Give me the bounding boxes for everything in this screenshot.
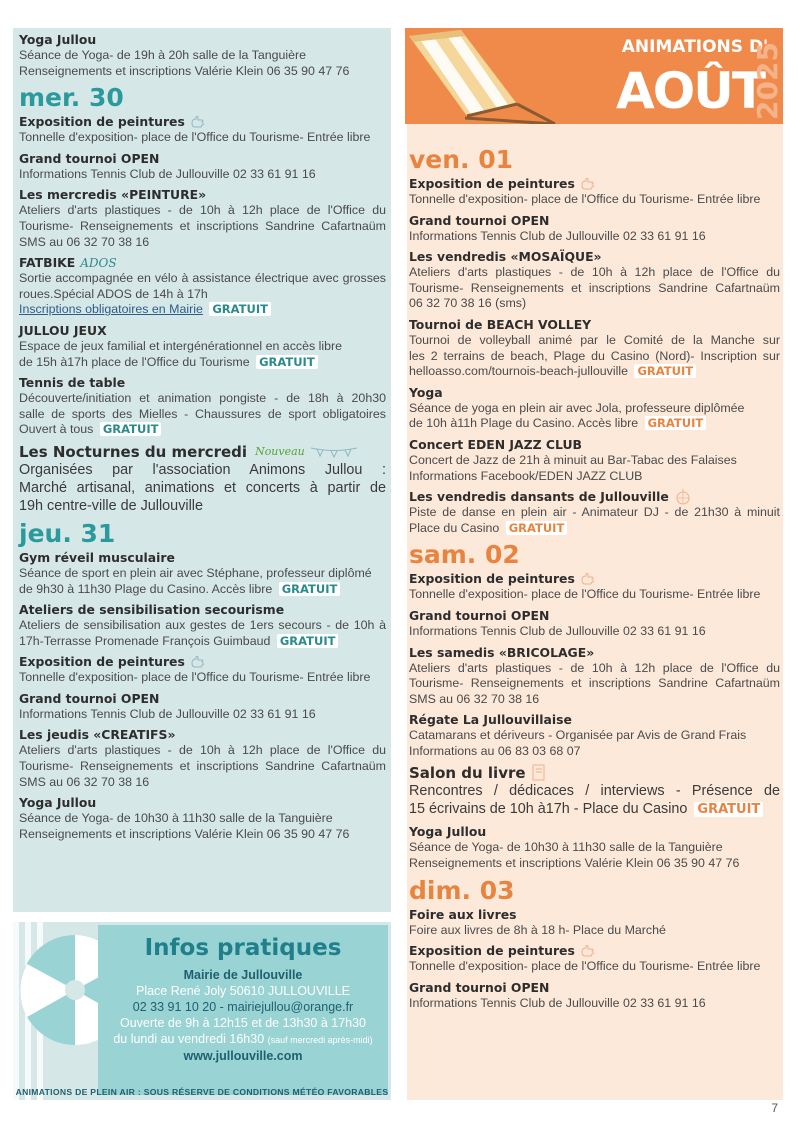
info-hours-note: (sauf mercredi après-midi) (267, 1035, 373, 1045)
event-title: Les samedis «BRICOLAGE» (409, 644, 595, 660)
event-tournoi (409, 980, 780, 1012)
event-body: Ateliers d'arts plastiques - de 10h à 12h place de l'Office du (409, 660, 780, 675)
event-body: Tourisme- Renseignements et inscriptions Sandrine Cafartnaüm (19, 218, 386, 233)
event-yoga-jullou (19, 795, 386, 842)
gratuit-tag: GRATUIT (645, 416, 707, 430)
event-body: Tonnelle d'exposition- place de l'Office du Tourisme- Entrée libre (409, 587, 761, 602)
event-title: Tennis de table (19, 375, 126, 391)
page-number: 7 (771, 1101, 778, 1115)
event-body: Informations au 06 83 03 68 07 (409, 743, 581, 758)
hand-icon (190, 115, 206, 129)
event-title: Exposition de peintures (19, 114, 185, 130)
event-title: Exposition de peintures (409, 943, 575, 959)
gratuit-tag: GRATUIT (694, 802, 763, 817)
info-address: Place René Joly 50610 JULLOUVILLE (135, 984, 350, 998)
event-yoga-jullou (19, 32, 386, 79)
event-body: de 9h30 à 11h30 Plage du Casino. Accès libre (19, 581, 273, 596)
event-body: Espace de jeux familial et intergénérationnel en accès libre (19, 338, 343, 353)
event-title: Régate La Jullouvillaise (409, 712, 572, 728)
event-body: 17h-Terrasse Promenade François Guimbaud (19, 633, 271, 648)
event-body: de 15h à17h place de l'Office du Tourisme (19, 354, 250, 369)
event-title: Tournoi de BEACH VOLLEY (409, 316, 592, 332)
info-contact[interactable]: 02 33 91 10 20 - mairiejullou@orange.fr (132, 1000, 354, 1014)
event-body: Piste de danse en plein air - Animateur DJ - de 21h30 à minuit (409, 505, 780, 520)
header-year: 2025 (751, 42, 783, 120)
event-body: Tonnelle d'exposition- place de l'Office du Tourisme- Entrée libre (19, 130, 371, 145)
event-body: Séance de Yoga- de 19h à 20h salle de la Tanguière (19, 48, 307, 62)
event-title: Exposition de peintures (409, 571, 575, 587)
event-body: Concert de Jazz de 21h à minuit au Bar-Tabac des Falaises (409, 452, 737, 467)
event-yoga-jullou (409, 824, 780, 871)
event-peinture (19, 187, 386, 250)
gratuit-tag: GRATUIT (279, 582, 341, 596)
event-body: Séance de Yoga- de 10h30 à 11h30 salle de la Tanguière (409, 840, 723, 855)
event-body: de 10h à11h Plage du Casino. Accès libre (409, 416, 639, 431)
event-tournoi (409, 213, 780, 245)
event-salon-livre (409, 764, 780, 819)
event-title: Grand tournoi OPEN (409, 212, 550, 228)
event-body: Organisées par l'association Animons Jullou : (19, 461, 386, 478)
event-body: Marché artisanal, animations et concerts à partir de (19, 479, 386, 496)
event-body: SMS au 06 32 70 38 16 (19, 234, 150, 249)
event-title: Grand tournoi OPEN (19, 150, 160, 166)
event-dansants (409, 489, 780, 536)
event-body: roues.Spécial ADOS de 14h à 17h (19, 286, 208, 301)
header-line2: AOÛT (616, 62, 764, 120)
header-banner (405, 28, 783, 124)
event-title: Ateliers de sensibilisation secourisme (19, 602, 285, 618)
event-body: Découverte/initiation et animation pongiste - de 18h à 20h30 (19, 391, 386, 406)
nouveau-badge: Nouveau (255, 444, 305, 458)
event-title: Exposition de peintures (19, 654, 185, 670)
event-body: Tourisme- Renseignements et inscriptions Sandrine Cafartnaüm (19, 759, 386, 774)
event-bricolage (409, 645, 780, 708)
event-body: Séance de sport en plein air avec Stéphane, professeur diplômé (19, 565, 372, 580)
event-title: Les vendredis dansants de Jullouville (409, 489, 669, 505)
event-creatifs (19, 727, 386, 790)
day-heading: dim. 03 (409, 875, 515, 905)
event-body: SMS au 06 32 70 38 16 (19, 774, 150, 789)
event-title: Grand tournoi OPEN (409, 979, 550, 995)
event-title: Salon du livre (409, 764, 526, 783)
event-tennis-table (19, 375, 386, 438)
event-mosaique (409, 249, 780, 312)
event-body: Ateliers d'arts plastiques - de 10h à 12h place de l'Office du (19, 203, 386, 218)
info-box (98, 925, 388, 1095)
event-body: Ouvert à tous (19, 422, 94, 437)
gratuit-tag: GRATUIT (209, 302, 271, 316)
event-title: Yoga Jullou (19, 32, 97, 47)
event-title: Yoga Jullou (19, 795, 97, 811)
disco-ball-icon (674, 489, 692, 505)
right-column (407, 124, 783, 1100)
day-heading: mer. 30 (19, 83, 124, 113)
event-body: Sortie accompagnée en vélo à assistance électrique avec grosses (19, 271, 386, 286)
hand-icon (580, 944, 596, 958)
day-heading: sam. 02 (409, 540, 520, 570)
event-title: Yoga (409, 384, 443, 400)
event-exposition (19, 654, 386, 686)
event-body: 15 écrivains de 10h à17h - Place du Casino (409, 801, 688, 818)
event-exposition (409, 943, 780, 975)
event-body: 19h centre-ville de Jullouville (19, 497, 203, 514)
event-title: Les jeudis «CREATIFS» (19, 727, 176, 743)
event-body: Renseignements et inscriptions Valérie Klein 06 35 90 47 76 (19, 63, 350, 78)
event-body: les 2 terrains de beach, Plage du Casino (Nord)- Inscription sur (409, 348, 780, 363)
event-body: helloasso.com/tournois-beach-jullouville (409, 364, 629, 379)
header-line1: ANIMATIONS D' (621, 37, 769, 57)
event-body: Renseignements et inscriptions Valérie Klein 06 35 90 47 76 (409, 856, 740, 871)
event-body: Informations Tennis Club de Jullouville 02 33 61 91 16 (19, 166, 316, 181)
event-body: Tournoi de volleyball animé par le Comité de la Manche sur (409, 332, 780, 347)
hand-icon (580, 572, 596, 586)
event-body: Tonnelle d'exposition- place de l'Office du Tourisme- Entrée libre (409, 192, 761, 206)
info-hours: du lundi au vendredi 16h30 (113, 1032, 265, 1046)
inscription-link[interactable]: Inscriptions obligatoires en Mairie (19, 302, 203, 317)
event-body: Renseignements et inscriptions Valérie Klein 06 35 90 47 76 (19, 826, 350, 841)
bunting-icon (309, 445, 359, 459)
gratuit-tag: GRATUIT (634, 364, 696, 378)
event-title: Gym réveil musculaire (19, 549, 175, 565)
day-heading: jeu. 31 (19, 518, 116, 548)
gratuit-tag: GRATUIT (277, 634, 339, 648)
event-body: 06 32 70 38 16 (sms) (409, 296, 527, 311)
day-heading: ven. 01 (409, 145, 514, 174)
event-fatbike (19, 255, 386, 318)
event-secourisme (19, 602, 386, 649)
event-body: Rencontres / dédicaces / interviews - Présence de (409, 783, 780, 800)
event-title: Les vendredis «MOSAÏQUE» (409, 249, 602, 265)
event-body: Informations Facebook/EDEN JAZZ CLUB (409, 468, 643, 483)
event-beach-volley (409, 317, 780, 380)
hand-icon (580, 177, 596, 191)
info-title: Infos pratiques (144, 935, 342, 961)
info-section (13, 922, 391, 1100)
event-yoga (409, 385, 780, 432)
event-body: Catamarans et dériveurs - Organisée par Avis de Grand Frais (409, 728, 747, 743)
left-column (13, 28, 391, 912)
hand-icon (190, 655, 206, 669)
event-tournoi (19, 691, 386, 723)
info-website[interactable]: www.jullouville.com (183, 1049, 303, 1063)
event-body: Informations Tennis Club de Jullouville 02 33 61 91 16 (19, 706, 316, 721)
event-body: Foire aux livres de 8h à 18 h- Place du Marché (409, 922, 666, 937)
event-exposition (409, 571, 780, 603)
info-hours: Ouverte de 9h à 12h15 et de 13h30 à 17h30 (119, 1016, 367, 1030)
event-body: Ateliers d'arts plastiques - de 10h à 12h place de l'Office du (19, 743, 386, 758)
event-body: Informations Tennis Club de Jullouville 02 33 61 91 16 (409, 995, 706, 1010)
event-tournoi (409, 608, 780, 640)
event-body: Tonnelle d'exposition- place de l'Office du Tourisme- Entrée libre (19, 670, 371, 685)
event-tournoi (19, 151, 386, 183)
event-body: Tonnelle d'exposition- place de l'Office du Tourisme- Entrée libre (409, 959, 761, 974)
gratuit-tag: GRATUIT (506, 521, 568, 535)
event-gym (19, 550, 386, 597)
event-body: Séance de yoga en plein air avec Jola, professeure diplômée (409, 400, 745, 415)
event-nocturnes (19, 443, 386, 515)
event-title: Foire aux livres (409, 906, 517, 922)
event-foire (409, 907, 780, 939)
event-title: Exposition de peintures (409, 176, 575, 191)
event-body: Informations Tennis Club de Jullouville 02 33 61 91 16 (409, 228, 706, 243)
info-footer: ANIMATIONS DE PLEIN AIR : SOUS RÉSERVE DE CONDITIONS MÉTÉO FAVORABLES (15, 1087, 389, 1097)
event-title: Grand tournoi OPEN (19, 690, 160, 706)
event-body: Informations Tennis Club de Jullouville 02 33 61 91 16 (409, 623, 706, 638)
event-title: Concert EDEN JAZZ CLUB (409, 436, 582, 452)
event-body: salle de sports des Mielles - Chaussures de sport obligatoires (19, 406, 386, 421)
event-body: Tourisme- Renseignements et inscriptions Sandrine Cafartnaüm (409, 280, 780, 295)
event-jullou-jeux (19, 323, 386, 370)
event-body: Place du Casino (409, 520, 500, 535)
event-body: Tourisme- Renseignements et inscriptions Sandrine Cafartnaüm (409, 676, 780, 691)
event-title: Les mercredis «PEINTURE» (19, 187, 207, 203)
event-title: JULLOU JEUX (19, 322, 107, 338)
gratuit-tag: GRATUIT (100, 422, 162, 436)
event-jazz (409, 437, 780, 484)
event-exposition (19, 114, 386, 146)
book-icon (531, 764, 547, 782)
header-graphic (405, 28, 783, 124)
ados-badge: ADOS (80, 256, 117, 271)
event-regate (409, 712, 780, 759)
event-body: Ateliers d'arts plastiques - de 10h à 12h place de l'Office du (409, 265, 780, 280)
event-body: Ateliers de sensibilisation aux gestes de 1ers secours - de 10h à (19, 618, 386, 633)
gratuit-tag: GRATUIT (256, 355, 318, 369)
event-body: Séance de Yoga- de 10h30 à 11h30 salle de la Tanguière (19, 811, 333, 826)
event-title: Les Nocturnes du mercredi (19, 442, 248, 461)
info-mairie: Mairie de Jullouville (183, 968, 303, 982)
event-body: SMS au 06 32 70 38 16 (409, 691, 540, 706)
event-exposition (409, 176, 780, 208)
event-title: Yoga Jullou (409, 824, 487, 840)
event-title: FATBIKE (19, 255, 76, 271)
event-title: Grand tournoi OPEN (409, 607, 550, 623)
